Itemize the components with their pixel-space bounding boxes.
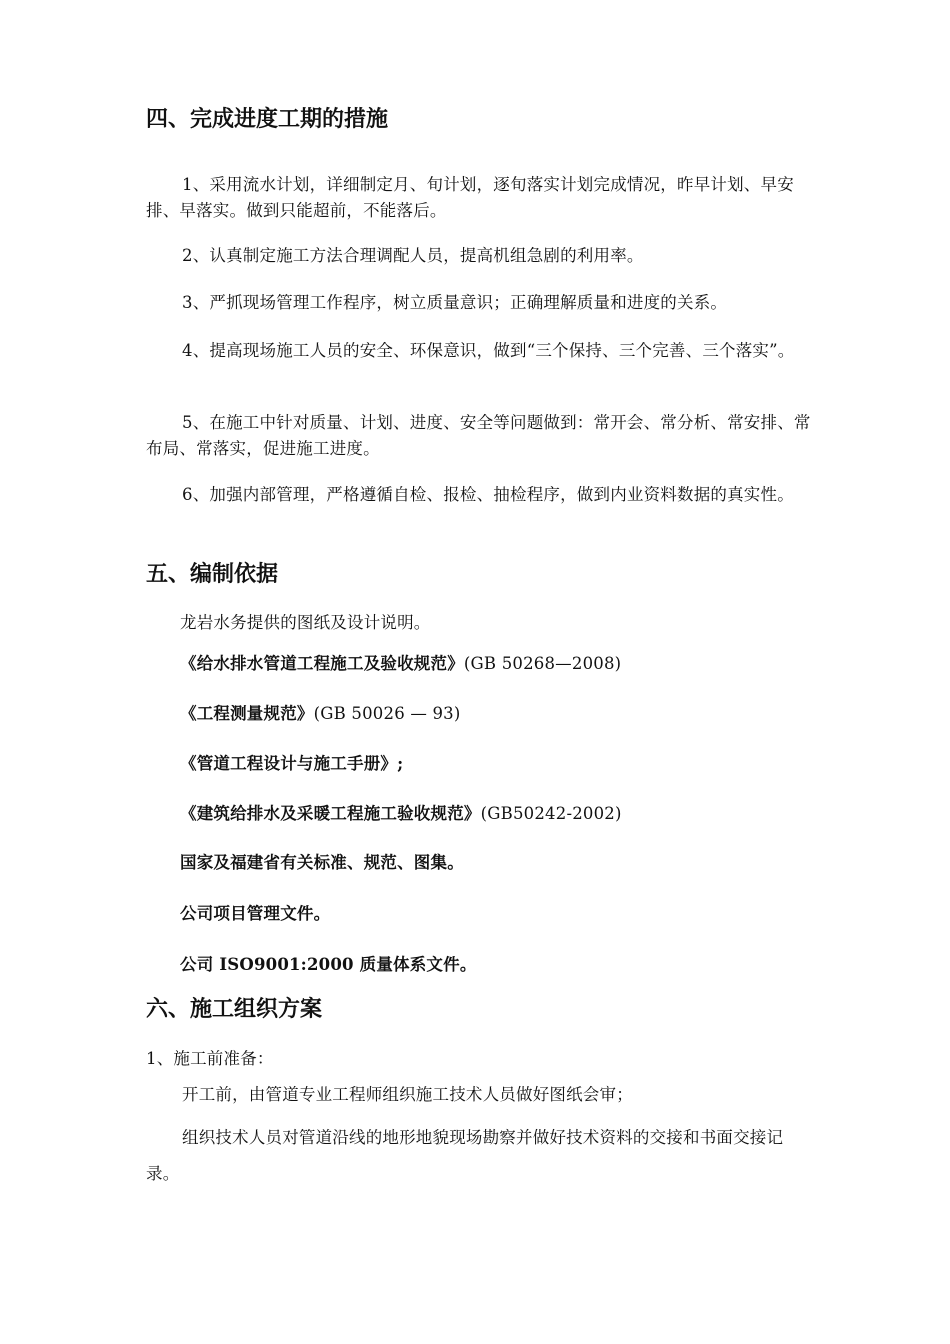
reference-name: 《给水排水管道工程施工及验收规范》 <box>180 654 464 673</box>
reference-item <box>180 651 621 677</box>
reference-name: 《建筑给排水及采暖工程施工验收规范》 <box>180 804 481 823</box>
section-6-paragraph: 开工前，由管道专业工程师组织施工技术人员做好图纸会审； <box>182 1085 633 1104</box>
section-5-intro: 龙岩水务提供的图纸及设计说明。 <box>180 613 431 632</box>
reference-code: (GB 50268—2008) <box>463 654 622 673</box>
section-4-item-3: 3、严抓现场管理工作程序，树立质量意识；正确理解质量和进度的关系。 <box>182 293 728 312</box>
reference-code: (GB 50026 — 93) <box>313 704 461 723</box>
section-4-item-5: 5、在施工中针对质量、计划、进度、安全等问题做到：常开会、常分析、常安排、常布局、常落实，促进施工进度。 <box>146 413 811 458</box>
reference-item <box>180 701 461 727</box>
section-5-heading: 五、编制依据 <box>146 562 279 587</box>
basis-item: 公司 ISO9001:2000 质量体系文件。 <box>180 955 477 974</box>
section-4-heading: 四、完成进度工期的措施 <box>146 107 389 132</box>
section-4-item-1: 1、采用流水计划，详细制定月、旬计划，逐旬落实计划完成情况，昨早计划、早安排、早落实。做到只能超前，不能落后。 <box>146 175 794 220</box>
section-6-paragraph: 组织技术人员对管道沿线的地形地貌现场勘察并做好技术资料的交接和书面交接记录。 <box>146 1128 784 1183</box>
basis-item: 公司项目管理文件。 <box>180 904 331 923</box>
reference-code: (GB50242-2002) <box>480 804 622 823</box>
section-4-item-6: 6、加强内部管理，严格遵循自检、报检、抽检程序，做到内业资料数据的真实性。 <box>182 485 794 504</box>
reference-name: 《管道工程设计与施工手册》; <box>180 754 404 773</box>
section-6-heading: 六、施工组织方案 <box>146 997 323 1022</box>
reference-name: 《工程测量规范》 <box>180 704 314 723</box>
section-4-item-4: 4、提高现场施工人员的安全、环保意识，做到“三个保持、三个完善、三个落实”。 <box>182 341 795 360</box>
reference-item <box>180 751 403 777</box>
reference-item <box>180 801 622 827</box>
section-6-subheading: 1、施工前准备： <box>146 1049 274 1068</box>
section-4-item-2: 2、认真制定施工方法合理调配人员，提高机组急剧的利用率。 <box>182 246 644 265</box>
basis-item: 国家及福建省有关标准、规范、图集。 <box>180 853 464 872</box>
